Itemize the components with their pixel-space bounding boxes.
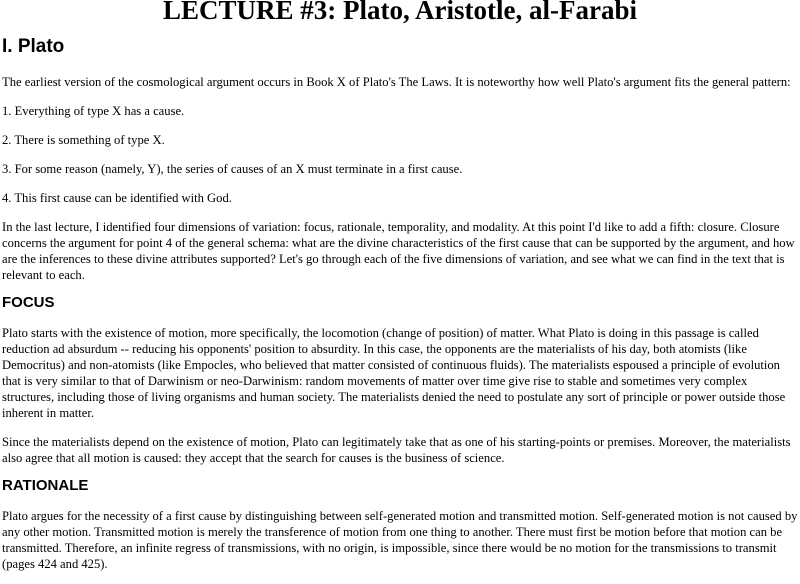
argument-step-2: 2. There is something of type X. — [2, 133, 165, 147]
intro-paragraph: The earliest version of the cosmological argument occurs in Book X of Plato's The Laws. It is noteworthy how well Plato's argument fits the general pattern: — [2, 75, 791, 89]
focus-heading: FOCUS — [2, 294, 55, 311]
rationale-paragraph: Plato argues for the necessity of a first cause by distinguishing between self-generated motion and transmitted motion. Self-generated motion is not caused by any other motion. Transmitted motion is merely the transference of motion from one thing to another. There must first be motion before that motion can be transmitted. Therefore, an infinite regress of transmissions, with no origin, is impossible, since there would be no motion for the transmissions to transmit (pages 424 and 425). — [2, 509, 798, 571]
focus-paragraph-1: Plato starts with the existence of motion, more specifically, the locomotion (change of position) of matter. What Plato is doing in this passage is called reduction ad absurdum -- reducing his opponents' position to absurdity. In this case, the opponents are the materialists of his day, both atomists (like Democritus) and non-atomists (like Empocles, who believed that matter consisted of continuous fluids). The materialists espoused a principle of evolution that is very similar to that of Darwinism or neo-Darwinism: random movements of matter over time give rise to stable and sometimes very complex structures, including those of living organisms and human society. The materialists denied the need to postulate any sort of principle or power outside those inherent in matter. — [2, 326, 786, 420]
argument-step-3: 3. For some reason (namely, Y), the series of causes of an X must terminate in a first cause. — [2, 162, 463, 176]
dimensions-paragraph: In the last lecture, I identified four dimensions of variation: focus, rationale, temporality, and modality. At this point I'd like to add a fifth: closure. Closure concerns the argument for point 4 of the general schema: what are the divine characteristics of the first cause that can be supported by the argument, and how are the inferences to these divine attributes supported? Let's go through each of the five dimensions of variation, and see what we can find in the text that is relevant to each. — [2, 220, 795, 282]
section-heading-plato: I. Plato — [2, 36, 65, 57]
lecture-title: LECTURE #3: Plato, Aristotle, al-Farabi — [163, 0, 637, 25]
argument-step-4: 4. This first cause can be identified with God. — [2, 191, 232, 205]
rationale-heading: RATIONALE — [2, 477, 89, 494]
focus-paragraph-2: Since the materialists depend on the existence of motion, Plato can legitimately take that as one of his starting-points or premises. Moreover, the materialists also agree that all motion is caused: they accept that the search for causes is the business of science. — [2, 435, 791, 465]
argument-step-1: 1. Everything of type X has a cause. — [2, 104, 185, 118]
